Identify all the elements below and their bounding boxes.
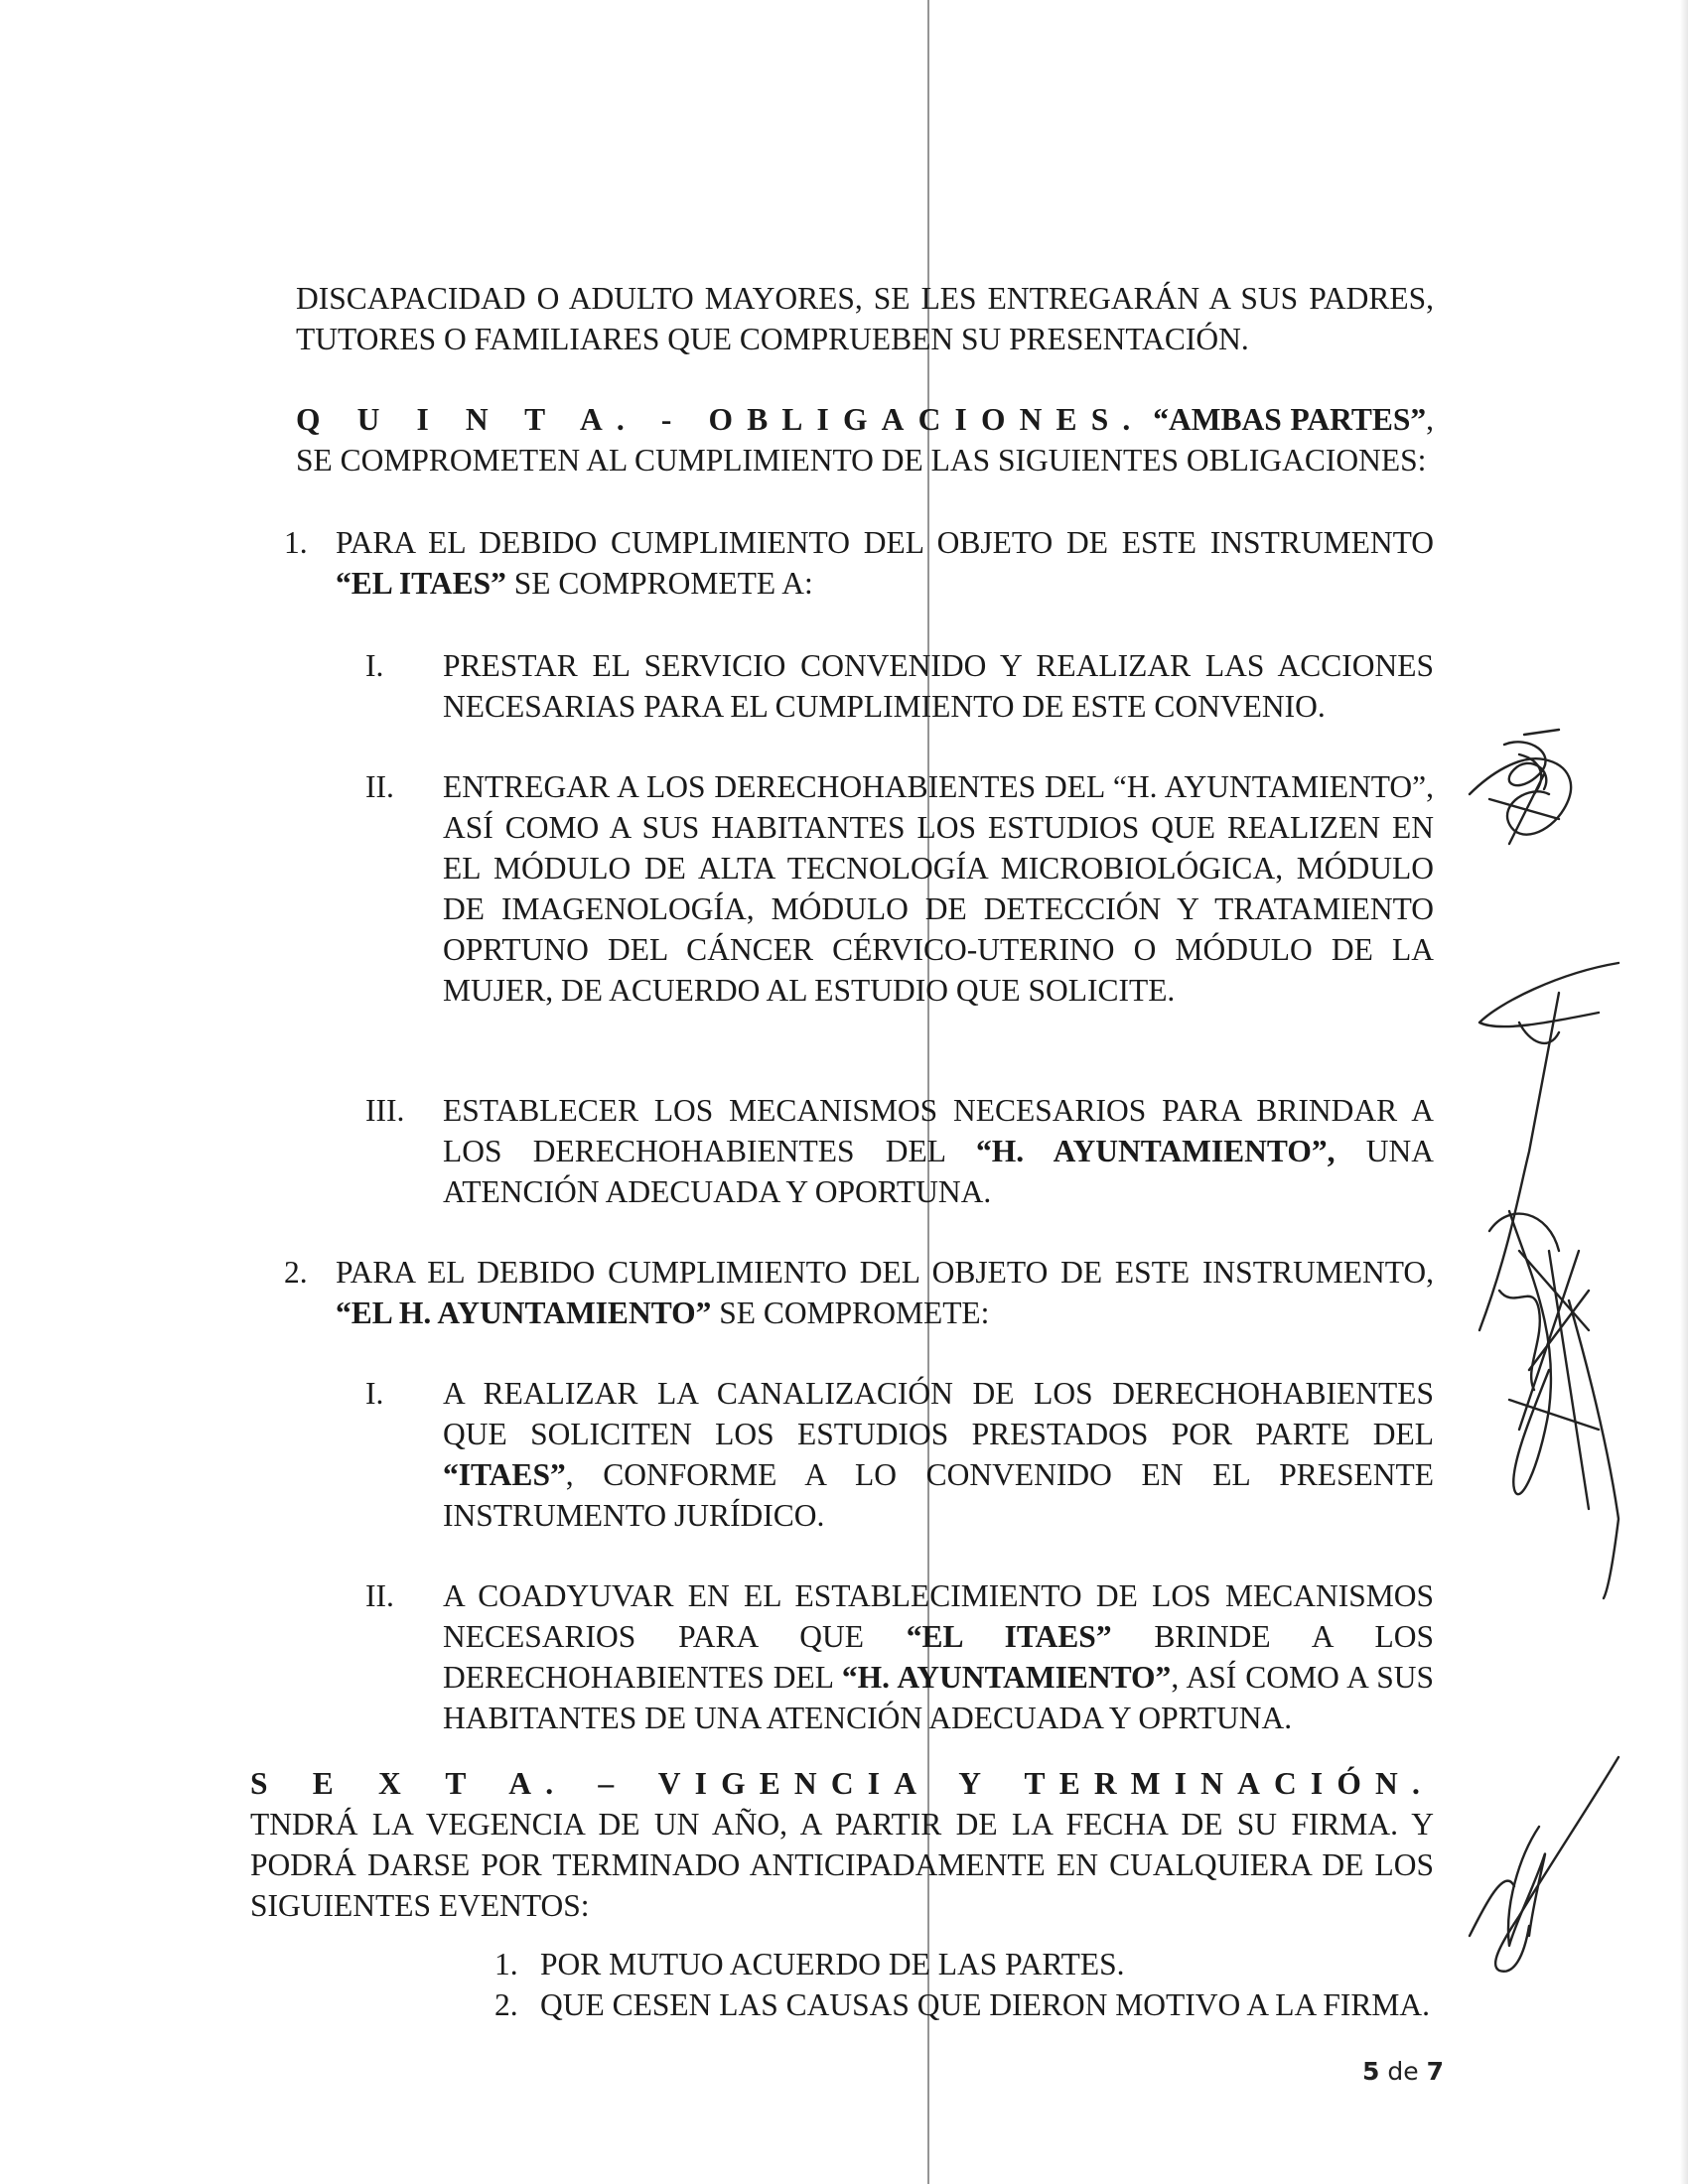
obligation-item-2-text bbox=[336, 1252, 1434, 1333]
obligation-1-sub-ii-number: II. bbox=[365, 769, 394, 804]
obligation-2-sub-ii-text-b: BRINDE A LOS DERECHOHABIENTES DEL bbox=[443, 1619, 1435, 1695]
obligation-2-sub-i-number: I. bbox=[365, 1376, 384, 1411]
document-body bbox=[250, 278, 1435, 2025]
clause-quinta-parties: “AMBAS PARTES” bbox=[1144, 402, 1427, 437]
intro-line-1: DISCAPACIDAD O ADULTO MAYORES, SE LES ENTREGARÁN A SUS PADRES, bbox=[296, 281, 1434, 316]
termination-event-2-number: 2. bbox=[494, 1987, 518, 2022]
termination-event-2 bbox=[494, 1984, 1434, 2025]
page-number bbox=[1362, 2057, 1444, 2086]
intro-line-2: TUTORES O FAMILIARES QUE COMPRUEBEN SU PRESENTACIÓN. bbox=[296, 322, 1249, 356]
page-number-separator: de bbox=[1379, 2057, 1427, 2086]
termination-event-1-number: 1. bbox=[494, 1947, 518, 1981]
clause-quinta-label: Q U I N T A. - OBLIGACIONES. bbox=[296, 402, 1145, 437]
obligation-1-sub-ii-text: ENTREGAR A LOS DERECHOHABIENTES DEL “H. AYUNTAMIENTO”, ASÍ COMO A SUS HABITANTES LOS ESTUDIOS QUE REALIZEN EN EL MÓDULO DE ALTA TECNOLOGÍA MICROBIOLÓGICA, MÓDULO DE IMAGENOLOGÍA, MÓDULO DE DETECCIÓN Y TRATAMIENTO OPRTUNO DEL CÁNCER CÉRVICO-UTERINO O MÓDULO DE LA MUJER, DE ACUERDO AL ESTUDIO QUE SOLICITE. bbox=[443, 769, 1434, 1008]
signature-2 bbox=[1440, 953, 1638, 1638]
obligation-item-2-text-a: PARA EL DEBIDO CUMPLIMIENTO DEL OBJETO DE ESTE INSTRUMENTO, bbox=[336, 1255, 1434, 1290]
obligation-1-sub-iii-party: “H. AYUNTAMIENTO”, bbox=[976, 1134, 1336, 1168]
obligation-2-sub-ii-number: II. bbox=[365, 1578, 394, 1613]
obligation-2-sub-ii-party-b: “H. AYUNTAMIENTO” bbox=[841, 1660, 1172, 1695]
termination-event-1-text: POR MUTUO ACUERDO DE LAS PARTES. bbox=[540, 1947, 1125, 1981]
obligation-item-1 bbox=[284, 522, 1434, 604]
obligation-2-sub-ii-party-a: “EL ITAES” bbox=[906, 1619, 1112, 1654]
termination-event-2-text: QUE CESEN LAS CAUSAS QUE DIERON MOTIVO A LA FIRMA. bbox=[540, 1987, 1431, 2022]
obligation-1-sub-iii-number: III. bbox=[365, 1093, 405, 1128]
clause-quinta-text: , SE COMPROMETEN AL CUMPLIMIENTO DE LAS SIGUIENTES OBLIGACIONES: bbox=[296, 402, 1434, 478]
obligation-1-sub-i-number: I. bbox=[365, 648, 384, 683]
obligation-2-sub-i-text-a: A REALIZAR LA CANALIZACIÓN DE LOS DERECHOHABIENTES QUE SOLICITEN LOS ESTUDIOS PRESTADOS POR PARTE DEL bbox=[443, 1376, 1434, 1451]
obligation-2-sub-ii-text bbox=[443, 1575, 1434, 1738]
obligation-item-2 bbox=[284, 1252, 1434, 1333]
obligation-1-sub-iii-text-b: UNA ATENCIÓN ADECUADA Y OPORTUNA. bbox=[443, 1134, 1434, 1209]
obligation-item-2-text-b: SE COMPROMETE: bbox=[711, 1296, 990, 1330]
clause-quinta bbox=[296, 399, 1434, 480]
obligation-item-1-text bbox=[336, 522, 1434, 604]
obligation-1-sub-iii bbox=[296, 1090, 1434, 1212]
obligation-2-sub-ii bbox=[296, 1575, 1434, 1738]
page-edge-shadow bbox=[1680, 0, 1688, 2184]
page-number-current: 5 bbox=[1362, 2057, 1380, 2086]
obligation-item-1-party: “EL ITAES” bbox=[336, 566, 506, 601]
clause-sexta-label: S E X T A. – VIGENCIA Y TERMINACIÓN. bbox=[250, 1766, 1434, 1801]
obligation-1-sub-i-text: PRESTAR EL SERVICIO CONVENIDO Y REALIZAR LAS ACCIONES NECESARIAS PARA EL CUMPLIMIENTO DE ESTE CONVENIO. bbox=[443, 648, 1434, 724]
obligation-2-sub-i bbox=[296, 1373, 1434, 1536]
signature-1 bbox=[1450, 715, 1599, 874]
obligation-2-sub-i-text bbox=[443, 1373, 1434, 1536]
obligation-1-sub-iii-text-a: ESTABLECER LOS MECANISMOS NECESARIOS PARA BRINDAR A LOS DERECHOHABIENTES DEL bbox=[443, 1093, 1434, 1168]
obligation-item-2-number: 2. bbox=[284, 1255, 308, 1290]
clause-sexta-text: TNDRÁ LA VEGENCIA DE UN AÑO, A PARTIR DE LA FECHA DE SU FIRMA. Y PODRÁ DARSE POR TERMINADO ANTICIPADAMENTE EN CUALQUIERA DE LOS SIGUIENTES EVENTOS: bbox=[250, 1807, 1434, 1923]
obligation-2-sub-ii-text-a: A COADYUVAR EN EL ESTABLECIMIENTO DE LOS MECANISMOS NECESARIOS PARA QUE bbox=[443, 1578, 1434, 1654]
termination-events-list bbox=[296, 1944, 1434, 2025]
obligation-2-sub-i-party: “ITAES” bbox=[443, 1457, 566, 1492]
obligation-item-2-party: “EL H. AYUNTAMIENTO” bbox=[336, 1296, 712, 1330]
obligation-2-sub-ii-text-c: , ASÍ COMO A SUS HABITANTES DE UNA ATENCIÓN ADECUADA Y OPRTUNA. bbox=[443, 1660, 1434, 1735]
signature-3 bbox=[1450, 1747, 1628, 1985]
obligation-1-sub-iii-text bbox=[443, 1090, 1434, 1212]
obligation-2-sub-i-text-b: , CONFORME A LO CONVENIDO EN EL PRESENTE INSTRUMENTO JURÍDICO. bbox=[443, 1457, 1434, 1533]
obligation-1-sub-i bbox=[296, 645, 1434, 727]
obligation-1-sub-ii bbox=[296, 766, 1434, 1011]
clause-sexta bbox=[250, 1763, 1434, 1926]
obligation-item-1-number: 1. bbox=[284, 525, 308, 560]
obligation-item-1-text-b: SE COMPROMETE A: bbox=[505, 566, 813, 601]
obligation-item-1-text-a: PARA EL DEBIDO CUMPLIMIENTO DEL OBJETO DE ESTE INSTRUMENTO bbox=[336, 525, 1434, 560]
termination-event-1 bbox=[494, 1944, 1434, 1984]
page-number-total: 7 bbox=[1426, 2057, 1444, 2086]
